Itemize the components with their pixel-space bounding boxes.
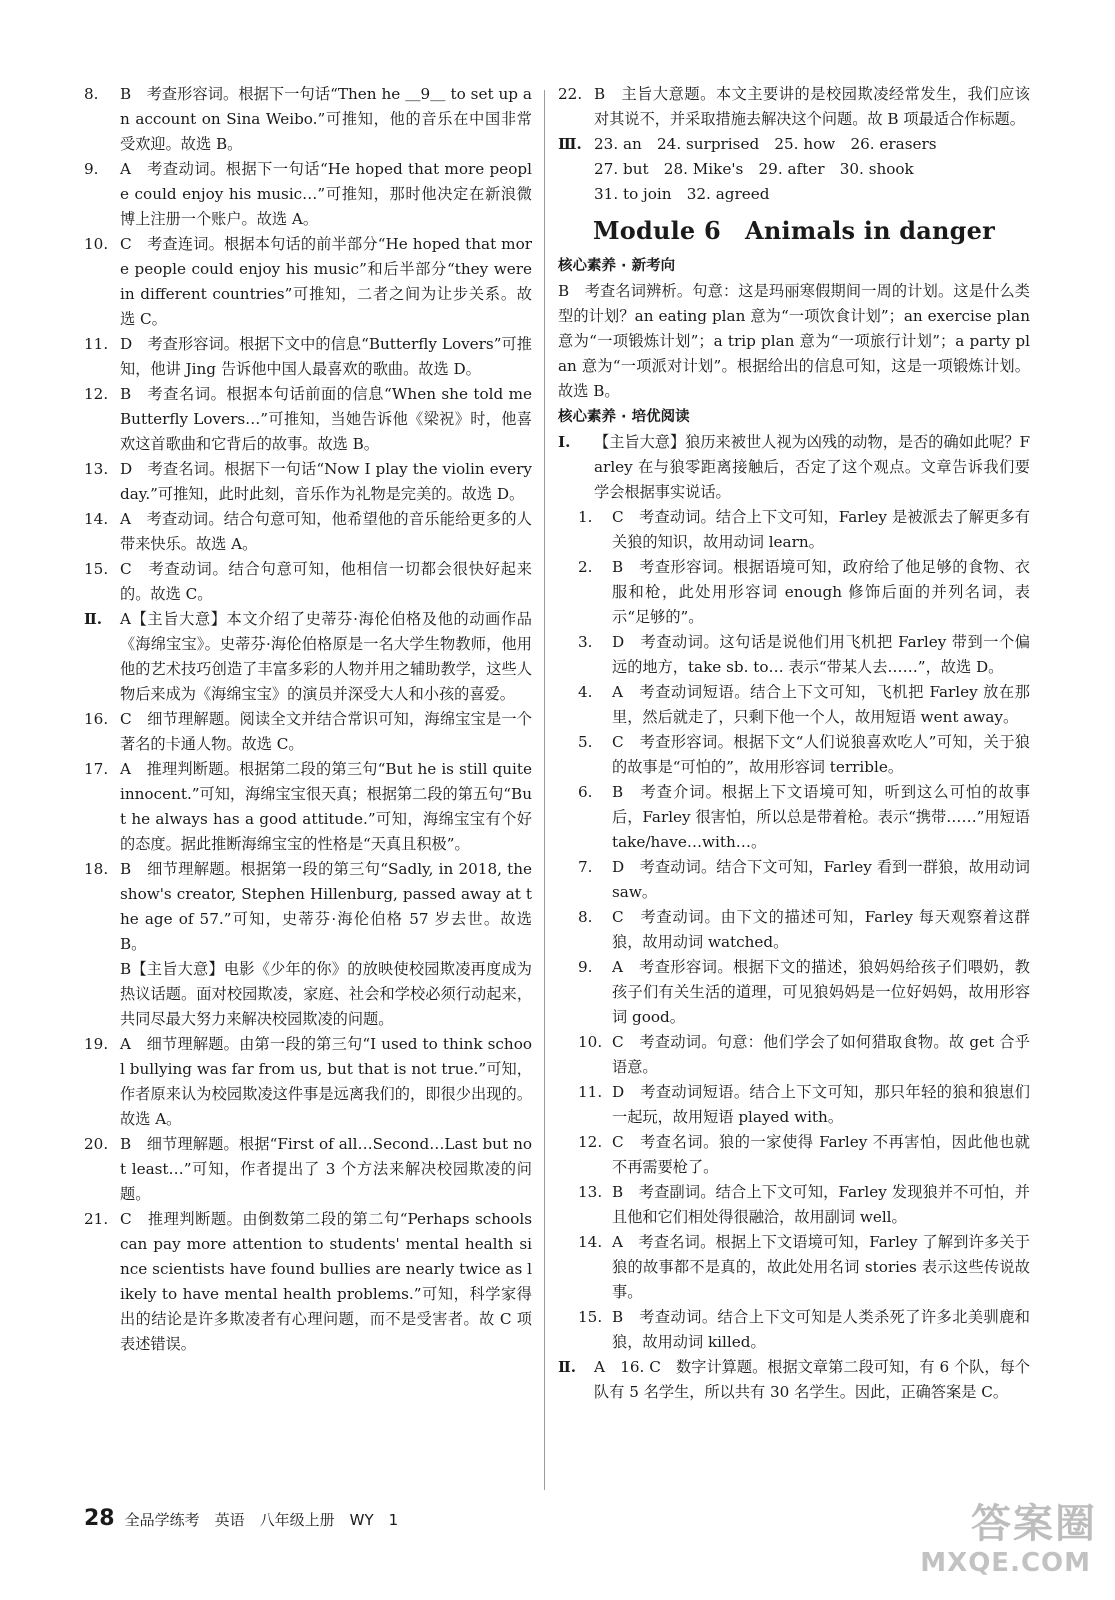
item-number: 6. [578, 783, 593, 801]
section-intro-text: A【主旨大意】本文介绍了史蒂芬·海伦伯格及他的动画作品《海绵宝宝》。史蒂芬·海伦伯格原是一名大学生物教师，他用他的艺术技巧创造了丰富多彩的人物并用之辅助教学，这些人物后来成为《海绵宝宝》的演员并深受大人和小孩的喜爱。 [120, 610, 532, 703]
item-text: A 推理判断题。根据第二段的第三句“But he is still quite innocent.”可知，海绵宝宝很天真；根据第二段的第五句“But he always has a good attitude.”可知，海绵宝宝有个好的态度。据此推断海绵宝宝的性格是“天真且积极”。 [120, 760, 532, 853]
book-info: 全品学练考 英语 八年级上册 WY 1 [124, 1511, 399, 1529]
item-text: D 考查动词。结合下文可知，Farley 看到一群狼，故用动词 saw。 [612, 858, 1030, 901]
answers-line-1: 23. an 24. surprised 25. how 26. erasers [594, 135, 937, 153]
item-text: C 考查名词。狼的一家使得 Farley 不再害怕，因此他也就不再需要枪了。 [612, 1133, 1030, 1176]
section-2-right [558, 1355, 1030, 1405]
page-footer [84, 1506, 398, 1546]
answer-item-15 [84, 557, 532, 607]
item-number: 14. [578, 1233, 603, 1251]
item-text: C 推理判断题。由倒数第二段的第二句“Perhaps schools can pay more attention to students' mental health since scientists have found bullies are nearly twice as likely to have mental health problems.”可知，科学家得出的结论是许多欺凌者有心理问题，而不是受害者。故 C 项表述错误。 [120, 1210, 532, 1353]
item-text: B 细节理解题。根据第一段的第三句“Sadly, in 2018, the show's creator, Stephen Hillenburg, passed away at the age of 57.”可知，史蒂芬·海伦伯格 57 岁去世。故选 B。 [120, 860, 532, 953]
item-number: 15. [84, 560, 109, 578]
item-text: D 考查名词。根据下一句话“Now I play the violin every day.”可推知，此时此刻，音乐作为礼物是完美的。故选 D。 [120, 460, 532, 503]
right-column [558, 82, 1030, 1405]
reading-item-8 [578, 905, 1030, 955]
item-text: C 考查动词。由下文的描述可知，Farley 每天观察着这群狼，故用动词 watched。 [612, 908, 1030, 951]
item-text: A 考查名词。根据上下文语境可知，Farley 了解到许多关于狼的故事都不是真的，故此处用名词 stories 表示这些传说故事。 [612, 1233, 1030, 1301]
watermark-url: MXQE.COM [920, 1548, 1091, 1578]
answer-item-22 [558, 82, 1030, 132]
item-text: A 考查动词。结合句意可知，他希望他的音乐能给更多的人带来快乐。故选 A。 [120, 510, 532, 553]
item-text: D 考查动词短语。结合上下文可知，那只年轻的狼和狼崽们一起玩，故用短语 played with。 [612, 1083, 1030, 1126]
module-title: Module 6 Animals in danger [593, 216, 995, 245]
item-text: C 考查动词。结合上下文可知，Farley 是被派去了解更多有关狼的知识，故用动词 learn。 [612, 508, 1030, 551]
item-number: 12. [84, 385, 109, 403]
sub-heading-new-exam: 核心素养 · 新考向 [558, 258, 676, 274]
answer-item-12 [84, 382, 532, 457]
reading-item-6 [578, 780, 1030, 855]
watermark-text: 答案圈 [971, 1501, 1097, 1547]
item-text: B 考查动词。结合上下文可知是人类杀死了许多北美驯鹿和狼，故用动词 killed。 [612, 1308, 1030, 1351]
item-number: 5. [578, 733, 593, 751]
answer-item-21 [84, 1207, 532, 1357]
item-number: 9. [578, 958, 593, 976]
answer-item-11 [84, 332, 532, 382]
item-number: 8. [578, 908, 593, 926]
item-number: 17. [84, 760, 109, 778]
item-text: C 细节理解题。阅读全文并结合常识可知，海绵宝宝是一个著名的卡通人物。故选 C。 [120, 710, 532, 753]
reading-answer-list [558, 505, 1030, 1355]
item-text: C 考查动词。句意：他们学会了如何猎取食物。故 get 合乎语意。 [612, 1033, 1030, 1076]
item-number: 9. [84, 160, 99, 178]
item-number: 15. [578, 1308, 603, 1326]
item-text: A 考查动词。根据下一句话“He hoped that more people could enjoy his music…”可推知，那时他决定在新浪微博上注册一个账户。故选 A。 [120, 160, 532, 228]
answer-item-10 [84, 232, 532, 332]
item-number: 4. [578, 683, 593, 701]
reading-item-2 [578, 555, 1030, 630]
section-roman: Ⅱ. [84, 610, 103, 628]
reading-item-10 [578, 1030, 1030, 1080]
item-text: A 考查形容词。根据下文的描述，狼妈妈给孩子们喂奶，教孩子们有关生活的道理，可见狼妈妈是一位好妈妈，故用形容词 good。 [612, 958, 1030, 1026]
reading-item-15 [578, 1305, 1030, 1355]
item-text: D 考查动词。这句话是说他们用飞机把 Farley 带到一个偏远的地方，take sb. to… 表示“带某人去……”，故选 D。 [612, 633, 1030, 676]
section-roman: Ⅱ. [558, 1358, 577, 1376]
item-number: 16. [84, 710, 109, 728]
item-number: 14. [84, 510, 109, 528]
section-roman: Ⅲ. [558, 135, 582, 153]
answer-item-18 [84, 857, 532, 957]
item-text: B 细节理解题。根据“First of all…Second…Last but not least…”可知，作者提出了 3 个方法来解决校园欺凌的问题。 [120, 1135, 532, 1203]
item-number: 10. [578, 1033, 603, 1051]
item-text: B 考查副词。结合上下文可知，Farley 发现狼并不可怕，并且他和它们相处得很融洽，故用副词 well。 [612, 1183, 1030, 1226]
section-2-intro-b [84, 957, 532, 1032]
reading-item-9 [578, 955, 1030, 1030]
item-number: 21. [84, 1210, 109, 1228]
sub-heading-reading: 核心素养 · 培优阅读 [558, 409, 690, 425]
answers-line-3: 31. to join 32. agreed [594, 185, 770, 203]
reading-item-11 [578, 1080, 1030, 1130]
item-number: 11. [578, 1083, 603, 1101]
item-number: 3. [578, 633, 593, 651]
reading-item-4 [578, 680, 1030, 730]
item-text: B 考查名词。根据本句话前面的信息“When she told me Butterfly Lovers…”可推知，当她告诉他《梁祝》时，他喜欢这首歌曲和它背后的故事。故选 B。 [120, 385, 532, 453]
left-column [84, 82, 532, 1357]
item-number: 2. [578, 558, 593, 576]
item-text: A 考查动词短语。结合上下文可知，飞机把 Farley 放在那里，然后就走了，只剩下他一个人，故用短语 went away。 [612, 683, 1030, 726]
item-number: 7. [578, 858, 593, 876]
answer-item-8 [84, 82, 532, 157]
item-number: 12. [578, 1133, 603, 1151]
reading-item-1 [578, 505, 1030, 555]
answer-item-13 [84, 457, 532, 507]
item-number: 19. [84, 1035, 109, 1053]
section-3-answers [558, 132, 1030, 207]
item-number: 1. [578, 508, 593, 526]
answer-item-20 [84, 1132, 532, 1207]
section-2-intro-a [84, 607, 532, 707]
item-text: B 考查介词。根据上下文语境可知，听到这么可怕的故事后，Farley 很害怕，所以总是带着枪。表示“携带……”用短语 take/have…with…。 [612, 783, 1030, 851]
item-text: B 考查形容词。根据语境可知，政府给了他足够的食物、衣服和枪，此处用形容词 enough 修饰后面的并列名词，表示“足够的”。 [612, 558, 1030, 626]
reading-item-13 [578, 1180, 1030, 1230]
item-text: A 细节理解题。由第一段的第三句“I used to think school bullying was far from us, but that is not true.”可知，作者原来认为校园欺凌这件事是远离我们的，即很少出现的。故选 A。 [120, 1035, 532, 1128]
answer-item-16 [84, 707, 532, 757]
section-intro-text: 【主旨大意】狼历来被世人视为凶残的动物，是否的确如此呢？Farley 在与狼零距离接触后，否定了这个观点。文章告诉我们要学会根据事实说话。 [594, 433, 1030, 501]
reading-item-3 [578, 630, 1030, 680]
answer-item-19 [84, 1032, 532, 1132]
item-text: C 考查连词。根据本句话的前半部分“He hoped that more people could enjoy his music”和后半部分“they were in different countries”可推知，二者之间为让步关系。故选 C。 [120, 235, 532, 328]
watermark-logo [907, 1492, 1097, 1592]
item-text: C 考查形容词。根据下文“人们说狼喜欢吃人”可知，关于狼的故事是“可怕的”，故用形容词 terrible。 [612, 733, 1030, 776]
item-number: 18. [84, 860, 109, 878]
item-text: B 主旨大意题。本文主要讲的是校园欺凌经常发生，我们应该对其说不，并采取措施去解决这个问题。故 B 项最适合作标题。 [594, 85, 1030, 128]
section-roman: Ⅰ. [558, 433, 571, 451]
item-text: D 考查形容词。根据下文中的信息“Butterfly Lovers”可推知，他讲 Jing 告诉他中国人最喜欢的歌曲。故选 D。 [120, 335, 532, 378]
item-text: B 考查形容词。根据下一句话“Then he ＿9＿ to set up an account on Sina Weibo.”可推知，他的音乐在中国非常受欢迎。故选 B。 [120, 85, 532, 153]
reading-item-12 [578, 1130, 1030, 1180]
reading-item-7 [578, 855, 1030, 905]
answer-item-9 [84, 157, 532, 232]
section-1-intro [558, 430, 1030, 505]
answer-item-14 [84, 507, 532, 557]
item-number: 8. [84, 85, 99, 103]
answers-line-2: 27. but 28. Mike's 29. after 30. shook [594, 160, 914, 178]
item-number: 13. [84, 460, 109, 478]
item-number: 13. [578, 1183, 603, 1201]
item-number: 22. [558, 85, 583, 103]
column-divider [544, 90, 545, 1490]
answer-item-17 [84, 757, 532, 857]
page-number: 28 [84, 1506, 115, 1531]
reading-item-14 [578, 1230, 1030, 1305]
explanation-paragraph: B 考查名词辨析。句意：这是玛丽寒假期间一周的计划。这是什么类型的计划？an eating plan 意为“一项饮食计划”；an exercise plan 意为“一项锻炼计划”；a trip plan 意为“一项旅行计划”；a party plan 意为“一项派对计划”。根据给出的信息可知，这是一项锻炼计划。故选 B。 [558, 282, 1030, 400]
item-text: C 考查动词。结合句意可知，他相信一切都会很快好起来的。故选 C。 [120, 560, 532, 603]
item-number: 11. [84, 335, 109, 353]
reading-item-5 [578, 730, 1030, 780]
item-number: 10. [84, 235, 109, 253]
section-text: A 16. C 数字计算题。根据文章第二段可知，有 6 个队，每个队有 5 名学生，所以共有 30 名学生。因此，正确答案是 C。 [594, 1358, 1030, 1401]
section-intro-text: B【主旨大意】电影《少年的你》的放映使校园欺凌再度成为热议话题。面对校园欺凌，家庭、社会和学校必须行动起来，共同尽最大努力来解决校园欺凌的问题。 [120, 960, 532, 1028]
item-number: 20. [84, 1135, 109, 1153]
